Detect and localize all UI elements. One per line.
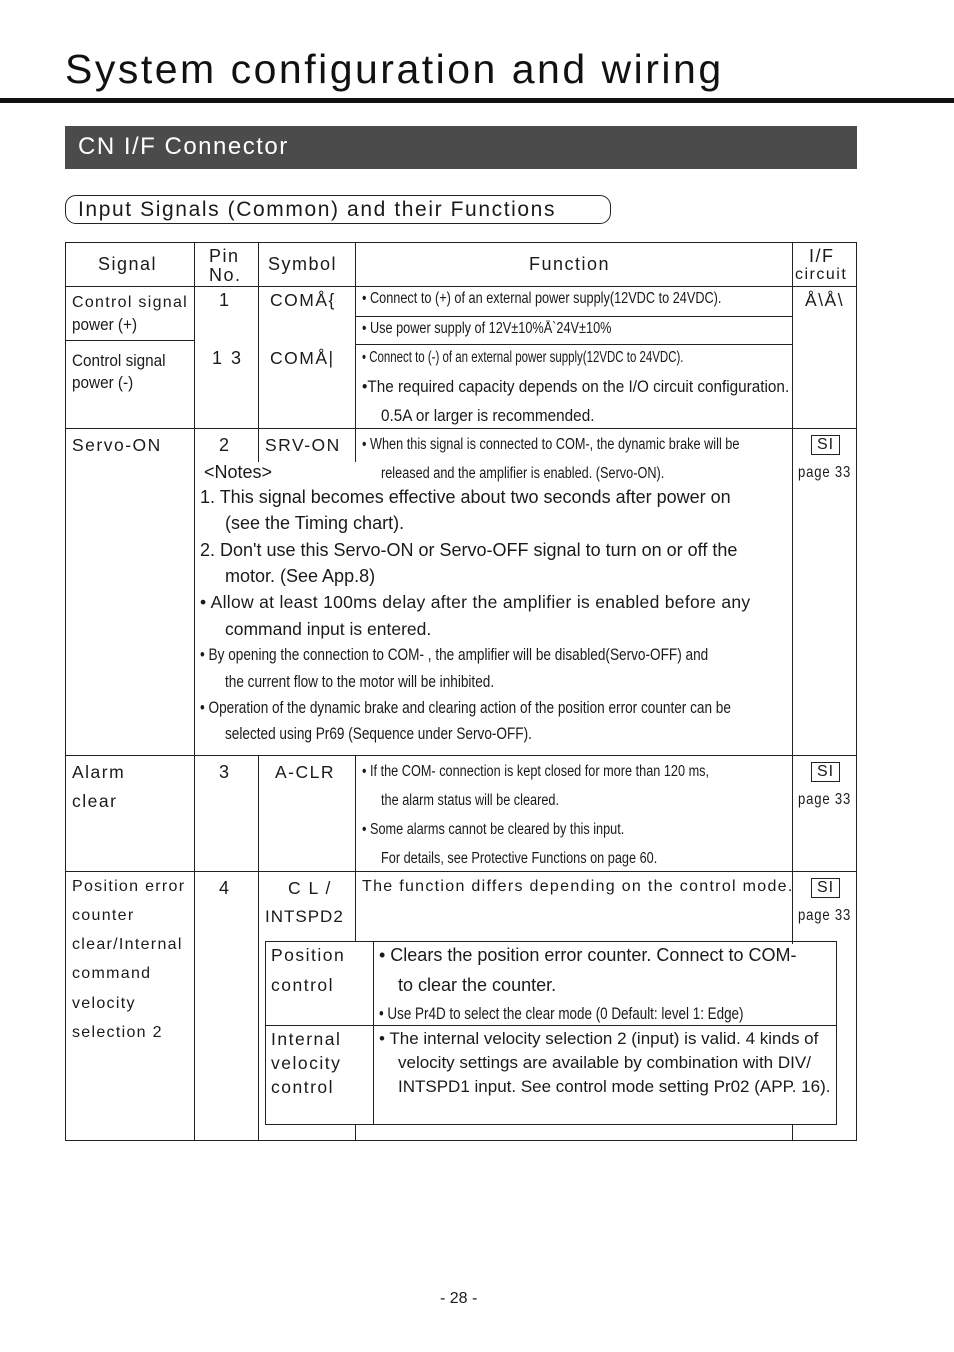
- control-mode-desc: velocity settings are available by combination with DIV/: [398, 1053, 811, 1072]
- page-title: System configuration and wiring: [65, 46, 724, 92]
- table-border-left: [65, 242, 66, 1141]
- subtable-divider: [265, 1025, 837, 1026]
- notes-label: <Notes>: [204, 462, 273, 482]
- row-divider: [355, 344, 792, 345]
- signal-name: Control signal: [72, 294, 189, 311]
- control-mode-label: control: [271, 975, 335, 995]
- note-text: the current flow to the motor will be inhibited.: [225, 672, 495, 691]
- column-divider: [355, 755, 356, 941]
- control-mode-label: Position: [271, 945, 346, 965]
- page-number: - 28 -: [440, 1290, 478, 1307]
- pin-number: 1: [219, 290, 232, 310]
- column-divider: [258, 755, 259, 1141]
- column-divider: [194, 242, 195, 1141]
- control-mode-desc: • The internal velocity selection 2 (input) is valid. 4 kinds of: [379, 1029, 819, 1048]
- symbol: C L /: [288, 878, 332, 898]
- function-text: • When this signal is connected to COM-, the dynamic brake will be: [362, 436, 740, 453]
- circuit-type-badge: SI: [811, 762, 840, 782]
- column-divider: [355, 242, 356, 462]
- function-text: • Use power supply of 12V±10%Å`24V±10%: [362, 320, 612, 337]
- function-text: • Connect to (-) of an external power supply(12VDC to 24VDC).: [362, 349, 684, 366]
- header-symbol: Symbol: [268, 254, 338, 274]
- function-text: The function differs depending on the control mode.: [362, 878, 794, 895]
- signal-name: command: [72, 965, 152, 982]
- function-text: the alarm status will be cleared.: [381, 792, 560, 809]
- signal-name: Alarm: [72, 762, 126, 782]
- row-divider: [65, 755, 857, 756]
- column-divider: [792, 242, 793, 944]
- subtable-border-left: [265, 941, 266, 1125]
- signal-name: clear/Internal: [72, 936, 183, 953]
- column-divider: [792, 1124, 793, 1141]
- note-text: • Operation of the dynamic brake and clearing action of the position error counter can be: [200, 698, 731, 717]
- symbol: INTSPD2: [265, 907, 344, 926]
- page-reference: page 33: [798, 464, 852, 481]
- control-mode-label: Internal: [271, 1029, 342, 1049]
- header-signal: Signal: [98, 254, 158, 274]
- control-mode-label: control: [271, 1077, 335, 1097]
- circuit-type-badge: SI: [811, 878, 840, 898]
- table-border-bottom: [65, 1140, 857, 1141]
- symbol: COMÅ|: [270, 348, 335, 368]
- row-divider: [65, 340, 195, 341]
- note-text: command input is entered.: [225, 619, 432, 639]
- row-divider: [65, 871, 857, 872]
- control-mode-desc: to clear the counter.: [398, 975, 557, 995]
- pin-number: 3: [219, 762, 232, 782]
- note-text: selected using Pr69 (Sequence under Servo-OFF).: [225, 724, 532, 743]
- pin-number: 2: [219, 435, 232, 455]
- function-text: released and the amplifier is enabled. (Servo-ON).: [381, 465, 665, 482]
- header-circuit: circuit: [795, 266, 848, 283]
- table-border-right: [856, 242, 857, 1141]
- row-divider: [65, 428, 857, 429]
- note-text: • By opening the connection to COM- , the amplifier will be disabled(Servo-OFF) and: [200, 645, 709, 664]
- signal-name: counter: [72, 907, 135, 924]
- function-text: 0.5A or larger is recommended.: [381, 406, 595, 425]
- signal-name: Position error: [72, 878, 186, 895]
- function-text: For details, see Protective Functions on page 60.: [381, 850, 658, 867]
- signal-name: Control signal: [72, 351, 166, 370]
- signal-name: selection 2: [72, 1024, 163, 1041]
- column-divider: [355, 1124, 356, 1141]
- control-mode-desc: • Clears the position error counter. Connect to COM-: [379, 945, 797, 965]
- circuit-type-badge: SI: [811, 435, 840, 455]
- column-divider: [258, 242, 259, 462]
- row-divider: [355, 316, 792, 317]
- header-function: Function: [529, 254, 611, 274]
- note-text: • Allow at least 100ms delay after the amplifier is enabled before any: [200, 592, 751, 612]
- function-text: • Connect to (+) of an external power supply(12VDC to 24VDC).: [362, 290, 722, 307]
- function-text: • If the COM- connection is kept closed for more than 120 ms,: [362, 763, 710, 780]
- note-text: motor. (See App.8): [225, 566, 376, 586]
- header-if: I/F: [809, 246, 835, 266]
- signal-name: Servo-ON: [72, 435, 162, 455]
- section-title: CN I/F Connector: [78, 133, 289, 160]
- function-text: •The required capacity depends on the I/O circuit configuration.: [362, 377, 790, 396]
- signal-name: power (+): [72, 315, 138, 334]
- pin-number: 1 3: [212, 348, 244, 368]
- symbol: A-CLR: [275, 762, 336, 782]
- table-border-top: [65, 242, 857, 243]
- signal-name: clear: [72, 791, 118, 811]
- header-divider: [65, 286, 857, 287]
- note-text: 1. This signal becomes effective about two seconds after power on: [200, 487, 731, 507]
- circuit-label: Å\Å\: [805, 290, 845, 310]
- header-pin: Pin: [209, 246, 240, 266]
- header-pin-no: No.: [209, 265, 242, 285]
- pin-number: 4: [219, 878, 232, 898]
- note-text: (see the Timing chart).: [225, 513, 405, 533]
- subtable-divider-v: [373, 941, 374, 1125]
- subsection-title: Input Signals (Common) and their Functions: [78, 198, 557, 221]
- signal-name: velocity: [72, 995, 136, 1012]
- subtable-border-bottom: [265, 1124, 837, 1125]
- function-text: • Some alarms cannot be cleared by this input.: [362, 821, 625, 838]
- symbol: COMÅ{: [270, 290, 336, 310]
- signal-name: power (-): [72, 373, 134, 392]
- page-reference: page 33: [798, 791, 852, 808]
- subtable-border-right: [836, 941, 837, 1125]
- page-reference: page 33: [798, 907, 852, 924]
- subtable-border-top: [265, 941, 837, 942]
- control-mode-desc: • Use Pr4D to select the clear mode (0 Default: level 1: Edge): [379, 1004, 744, 1023]
- control-mode-desc: INTSPD1 input. See control mode setting Pr02 (APP. 16).: [398, 1077, 831, 1096]
- note-text: 2. Don't use this Servo-ON or Servo-OFF signal to turn on or off the: [200, 540, 738, 560]
- control-mode-label: velocity: [271, 1053, 342, 1073]
- symbol: SRV-ON: [265, 435, 341, 455]
- title-rule: [0, 98, 954, 103]
